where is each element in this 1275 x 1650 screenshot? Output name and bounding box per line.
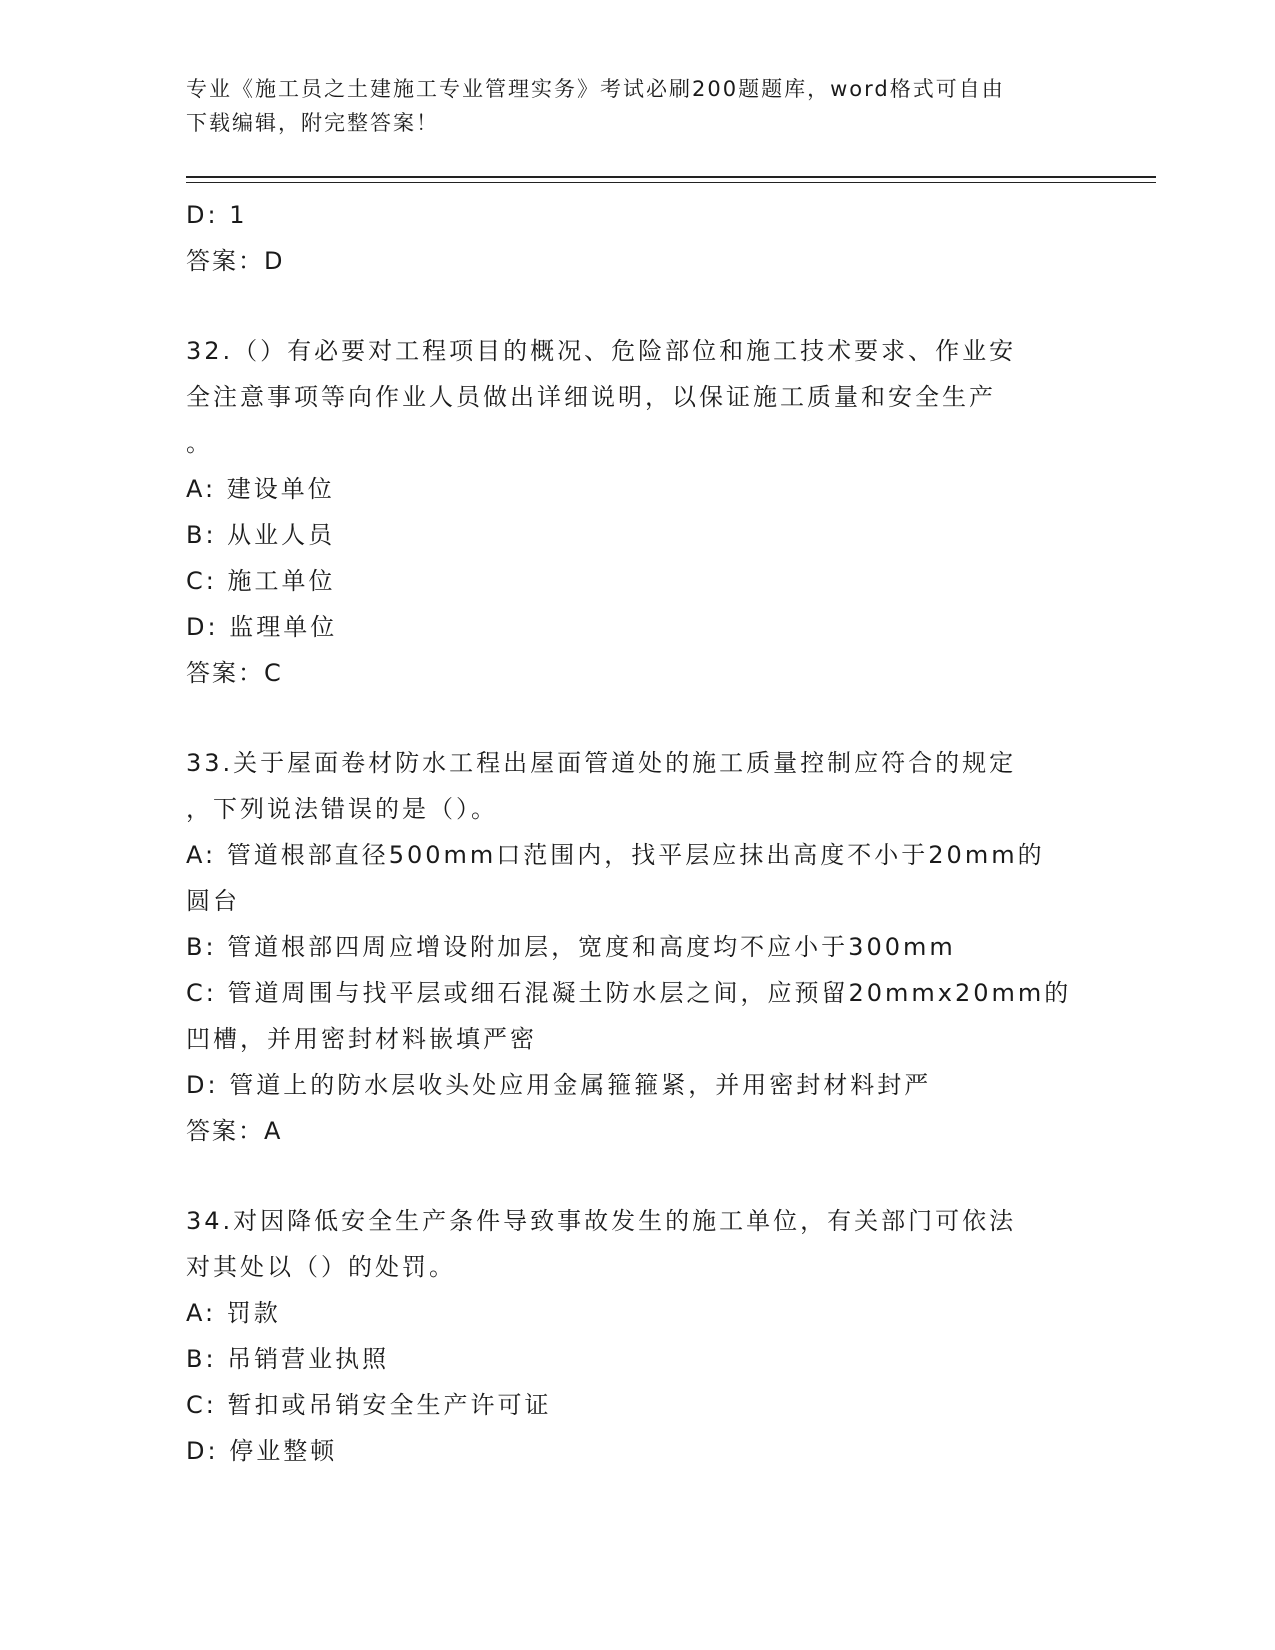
header-line-1: 专业《施工员之土建施工专业管理实务》考试必刷200题题库，word格式可自由 [186,77,1005,101]
option-a: A: 罚款 [186,1299,281,1327]
question-text-line: 34.对因降低安全生产条件导致事故发生的施工单位，有关部门可依法 [186,1207,1017,1235]
option-c: C: 管道周围与找平层或细石混凝土防水层之间，应预留20mmx20mm的 [186,979,1072,1007]
question-text-line: 33.关于屋面卷材防水工程出屋面管道处的施工质量控制应符合的规定 [186,749,1017,777]
question-34 [186,1198,1086,1474]
option-d: D: 监理单位 [186,613,338,641]
prev-option-d: D: 1 [186,201,248,229]
header-rule-thin [186,182,1156,183]
option-a: A: 管道根部直径500mm口范围内，找平层应抹出高度不小于20mm的 [186,841,1045,869]
question-text-line: 。 [186,429,213,457]
question-text-line: 32.（）有必要对工程项目的概况、危险部位和施工技术要求、作业安 [186,337,1017,365]
option-d: D: 停业整顿 [186,1437,338,1465]
option-c-cont: 凹槽，并用密封材料嵌填严密 [186,1025,537,1053]
question-text-line: ，下列说法错误的是（）。 [186,795,498,823]
answer: 答案：C [186,659,283,687]
option-a: A: 建设单位 [186,475,335,503]
question-33 [186,740,1086,1154]
option-b: B: 管道根部四周应增设附加层，宽度和高度均不应小于300mm [186,933,956,961]
prev-answer: 答案：D [186,247,285,275]
option-c: C: 暂扣或吊销安全生产许可证 [186,1391,552,1419]
header-rule-thick [186,176,1156,178]
answer: 答案：A [186,1117,283,1145]
question-32 [186,328,1086,696]
option-d: D: 管道上的防水层收头处应用金属箍箍紧，并用密封材料封严 [186,1071,932,1099]
question-text-line: 全注意事项等向作业人员做出详细说明，以保证施工质量和安全生产 [186,383,996,411]
option-b: B: 从业人员 [186,521,336,549]
option-b: B: 吊销营业执照 [186,1345,390,1373]
question-text-line: 对其处以（）的处罚。 [186,1253,456,1281]
header-line-2: 下载编辑，附完整答案！ [186,111,439,135]
option-a-cont: 圆台 [186,887,240,915]
document-body [186,192,1086,1474]
document-header [186,72,1066,140]
option-c: C: 施工单位 [186,567,336,595]
